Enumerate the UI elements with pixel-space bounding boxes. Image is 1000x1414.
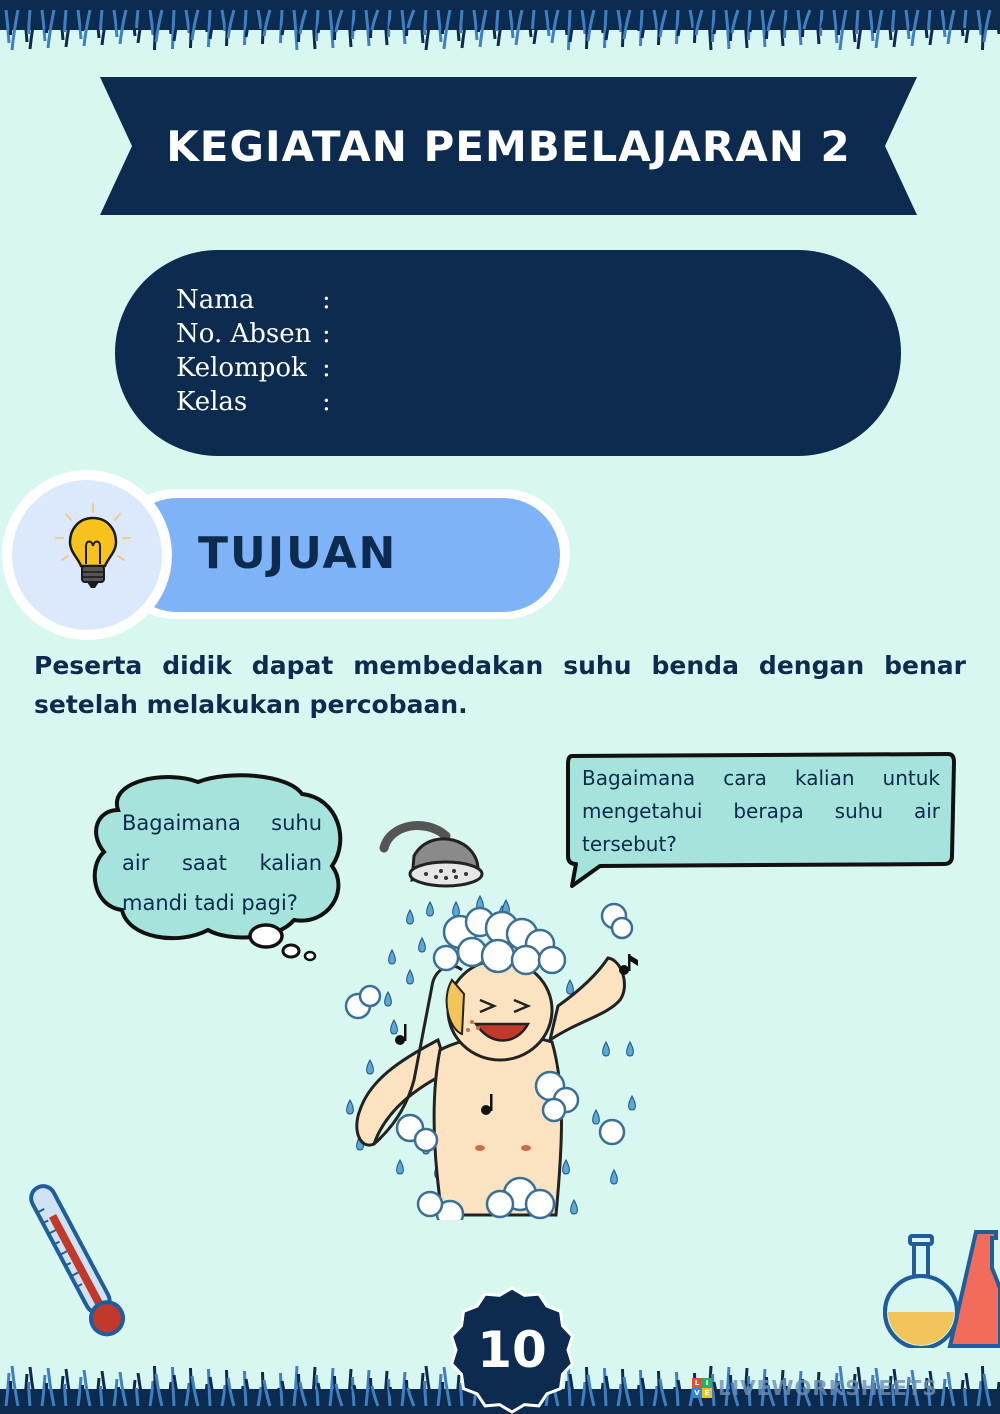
grass-blade xyxy=(533,10,535,29)
foam-bubble xyxy=(487,1191,513,1217)
grass-blade xyxy=(65,1384,67,1406)
grass-blade xyxy=(857,10,859,34)
foam-bubble xyxy=(539,947,565,973)
foam-bubble xyxy=(415,1129,437,1151)
grass-blade xyxy=(281,10,283,43)
grass-blade xyxy=(947,1387,949,1406)
grass-blade xyxy=(677,10,679,44)
grass-blade xyxy=(461,10,463,33)
foam-bubble xyxy=(543,1099,565,1121)
grass-blade xyxy=(587,1367,589,1406)
grass-blade xyxy=(965,1388,967,1406)
grass-blade xyxy=(587,10,589,49)
grass-blade xyxy=(767,10,769,39)
grass-blade xyxy=(605,1368,607,1406)
grass-blade xyxy=(515,10,517,30)
grass-blade xyxy=(371,1378,373,1406)
grass-blade xyxy=(497,10,499,31)
grass-blade xyxy=(227,10,229,46)
grass-blade xyxy=(101,1386,103,1406)
grass-blade xyxy=(65,10,67,32)
grass-blade xyxy=(983,10,985,50)
grass-blade xyxy=(299,1374,301,1406)
grass-blade xyxy=(443,10,445,34)
grass-blade xyxy=(623,1369,625,1406)
foam-bubble xyxy=(418,1192,442,1216)
logo-letter: E xyxy=(702,1388,712,1398)
liveworksheets-logo-icon xyxy=(692,1378,712,1398)
grass-blade xyxy=(695,10,697,43)
grass-blade xyxy=(785,10,787,38)
grass-blade xyxy=(245,10,247,45)
water-drop xyxy=(367,1060,374,1074)
grass-blade xyxy=(173,10,175,49)
water-drop xyxy=(419,938,426,952)
grass-blade xyxy=(227,1370,229,1406)
grass-blade xyxy=(659,1371,661,1406)
grass-blade xyxy=(569,10,571,50)
grass-blade xyxy=(281,1373,283,1406)
grass-blade xyxy=(893,10,895,32)
grass-blade xyxy=(335,10,337,40)
objective-text: Peserta didik dapat membedakan suhu benda dengan benar setelah melakukan percobaan. xyxy=(34,651,966,719)
water-drop xyxy=(407,970,414,984)
thermometer-icon xyxy=(26,1170,126,1350)
grass-blade xyxy=(29,1382,31,1406)
water-drop xyxy=(593,1110,600,1124)
identity-colon: : xyxy=(322,387,331,417)
grass-blade xyxy=(299,10,301,42)
grass-blade xyxy=(137,10,139,28)
water-drop xyxy=(571,1200,578,1214)
water-drop xyxy=(397,1160,404,1174)
watermark-text[interactable]: LIVEWORKSHEETS xyxy=(718,1376,938,1400)
grass-blade xyxy=(551,10,553,28)
grass-blade xyxy=(839,10,841,35)
foam-bubble xyxy=(482,940,514,972)
identity-label: Nama xyxy=(176,285,255,315)
grass-blade xyxy=(47,10,49,33)
grass-blade xyxy=(83,1385,85,1406)
water-drop xyxy=(385,992,392,1006)
grass-blade xyxy=(965,10,967,28)
grass-blade xyxy=(155,1366,157,1406)
grass-blade xyxy=(119,10,121,29)
grass-blade xyxy=(371,10,373,38)
identity-label: Kelas xyxy=(176,387,248,417)
grass-blade xyxy=(911,10,913,31)
grass-blade xyxy=(47,1383,49,1406)
foam-bubble xyxy=(360,986,380,1006)
identity-colon: : xyxy=(322,353,331,383)
grass-blade xyxy=(713,10,715,42)
identity-label: No. Absen xyxy=(176,319,312,349)
thought-bubble-text: Bagaimana suhu air saat kalian mandi tadi pagi? xyxy=(122,811,322,915)
foam-bubble xyxy=(512,946,540,974)
grass-blade xyxy=(353,1377,355,1406)
water-drop xyxy=(567,980,574,994)
page-number: 10 xyxy=(477,1321,547,1379)
grass-blade xyxy=(11,1381,13,1406)
identity-row-kelompok[interactable] xyxy=(176,351,342,385)
grass-blade xyxy=(641,10,643,46)
grass-blade xyxy=(479,10,481,32)
grass-blade xyxy=(191,1368,193,1406)
grass-blade xyxy=(263,10,265,44)
page-title: KEGIATAN PEMBELAJARAN 2 xyxy=(166,121,851,171)
tujuan-heading: TUJUAN xyxy=(198,528,398,579)
identity-row-kelas[interactable] xyxy=(176,385,342,419)
grass-blade xyxy=(11,10,13,35)
water-drop xyxy=(563,1160,570,1174)
grass-blade xyxy=(425,10,427,35)
foam-bubble xyxy=(434,946,458,970)
identity-row-no-absen[interactable] xyxy=(176,317,342,351)
grass-blade xyxy=(83,10,85,31)
grass-top-decoration xyxy=(0,0,1000,70)
water-drop xyxy=(347,1100,354,1114)
grass-blade xyxy=(677,1372,679,1406)
foam-bubble xyxy=(612,918,632,938)
grass-blade xyxy=(749,10,751,40)
grass-blade xyxy=(263,1372,265,1406)
lightbulb-icon xyxy=(48,500,138,600)
showering-child-illustration xyxy=(330,810,660,1220)
grass-blade xyxy=(623,10,625,47)
logo-letter: I xyxy=(702,1378,712,1388)
water-drop xyxy=(611,1170,618,1184)
grass-blade xyxy=(353,10,355,39)
grass-blade xyxy=(137,1388,139,1406)
foam-bubble xyxy=(600,1120,624,1144)
logo-letter: V xyxy=(692,1388,702,1398)
grass-blade xyxy=(947,10,949,29)
identity-fields xyxy=(176,283,342,419)
water-drop xyxy=(603,1042,610,1056)
grass-blade xyxy=(317,1375,319,1406)
grass-blade xyxy=(245,1371,247,1406)
water-drop xyxy=(453,902,460,916)
grass-blade xyxy=(731,10,733,41)
grass-blade xyxy=(209,1369,211,1406)
grass-blade xyxy=(173,1367,175,1406)
water-drop xyxy=(407,910,414,924)
grass-blade xyxy=(425,1381,427,1406)
grass-blade xyxy=(191,10,193,48)
logo-letter: L xyxy=(692,1378,702,1388)
water-drop xyxy=(389,950,396,964)
grass-blade xyxy=(875,10,877,33)
foam-bubble xyxy=(526,1190,554,1218)
grass-blade xyxy=(29,10,31,34)
grass-blade xyxy=(659,10,661,45)
water-drop xyxy=(629,1096,636,1110)
grass-blade xyxy=(155,10,157,50)
water-drop xyxy=(627,1042,634,1056)
grass-blade xyxy=(605,10,607,48)
grass-blade xyxy=(335,1376,337,1406)
identity-row-nama[interactable] xyxy=(176,283,342,317)
grass-blade xyxy=(101,10,103,30)
speech-bubble-text: Bagaimana cara kalian untuk mengetahui berapa suhu air tersebut? xyxy=(582,766,940,856)
identity-colon: : xyxy=(322,285,331,315)
grass-blade xyxy=(641,1370,643,1406)
identity-colon: : xyxy=(322,319,331,349)
grass-blade xyxy=(929,10,931,30)
lab-flask-icon xyxy=(880,1228,1000,1348)
water-drop xyxy=(391,1020,398,1034)
grass-blade xyxy=(119,1387,121,1406)
water-drop xyxy=(427,902,434,916)
identity-label: Kelompok xyxy=(176,353,307,383)
grass-blade xyxy=(317,10,319,41)
grass-blade xyxy=(983,1366,985,1406)
grass-blade xyxy=(713,1374,715,1406)
grass-blade xyxy=(209,10,211,47)
